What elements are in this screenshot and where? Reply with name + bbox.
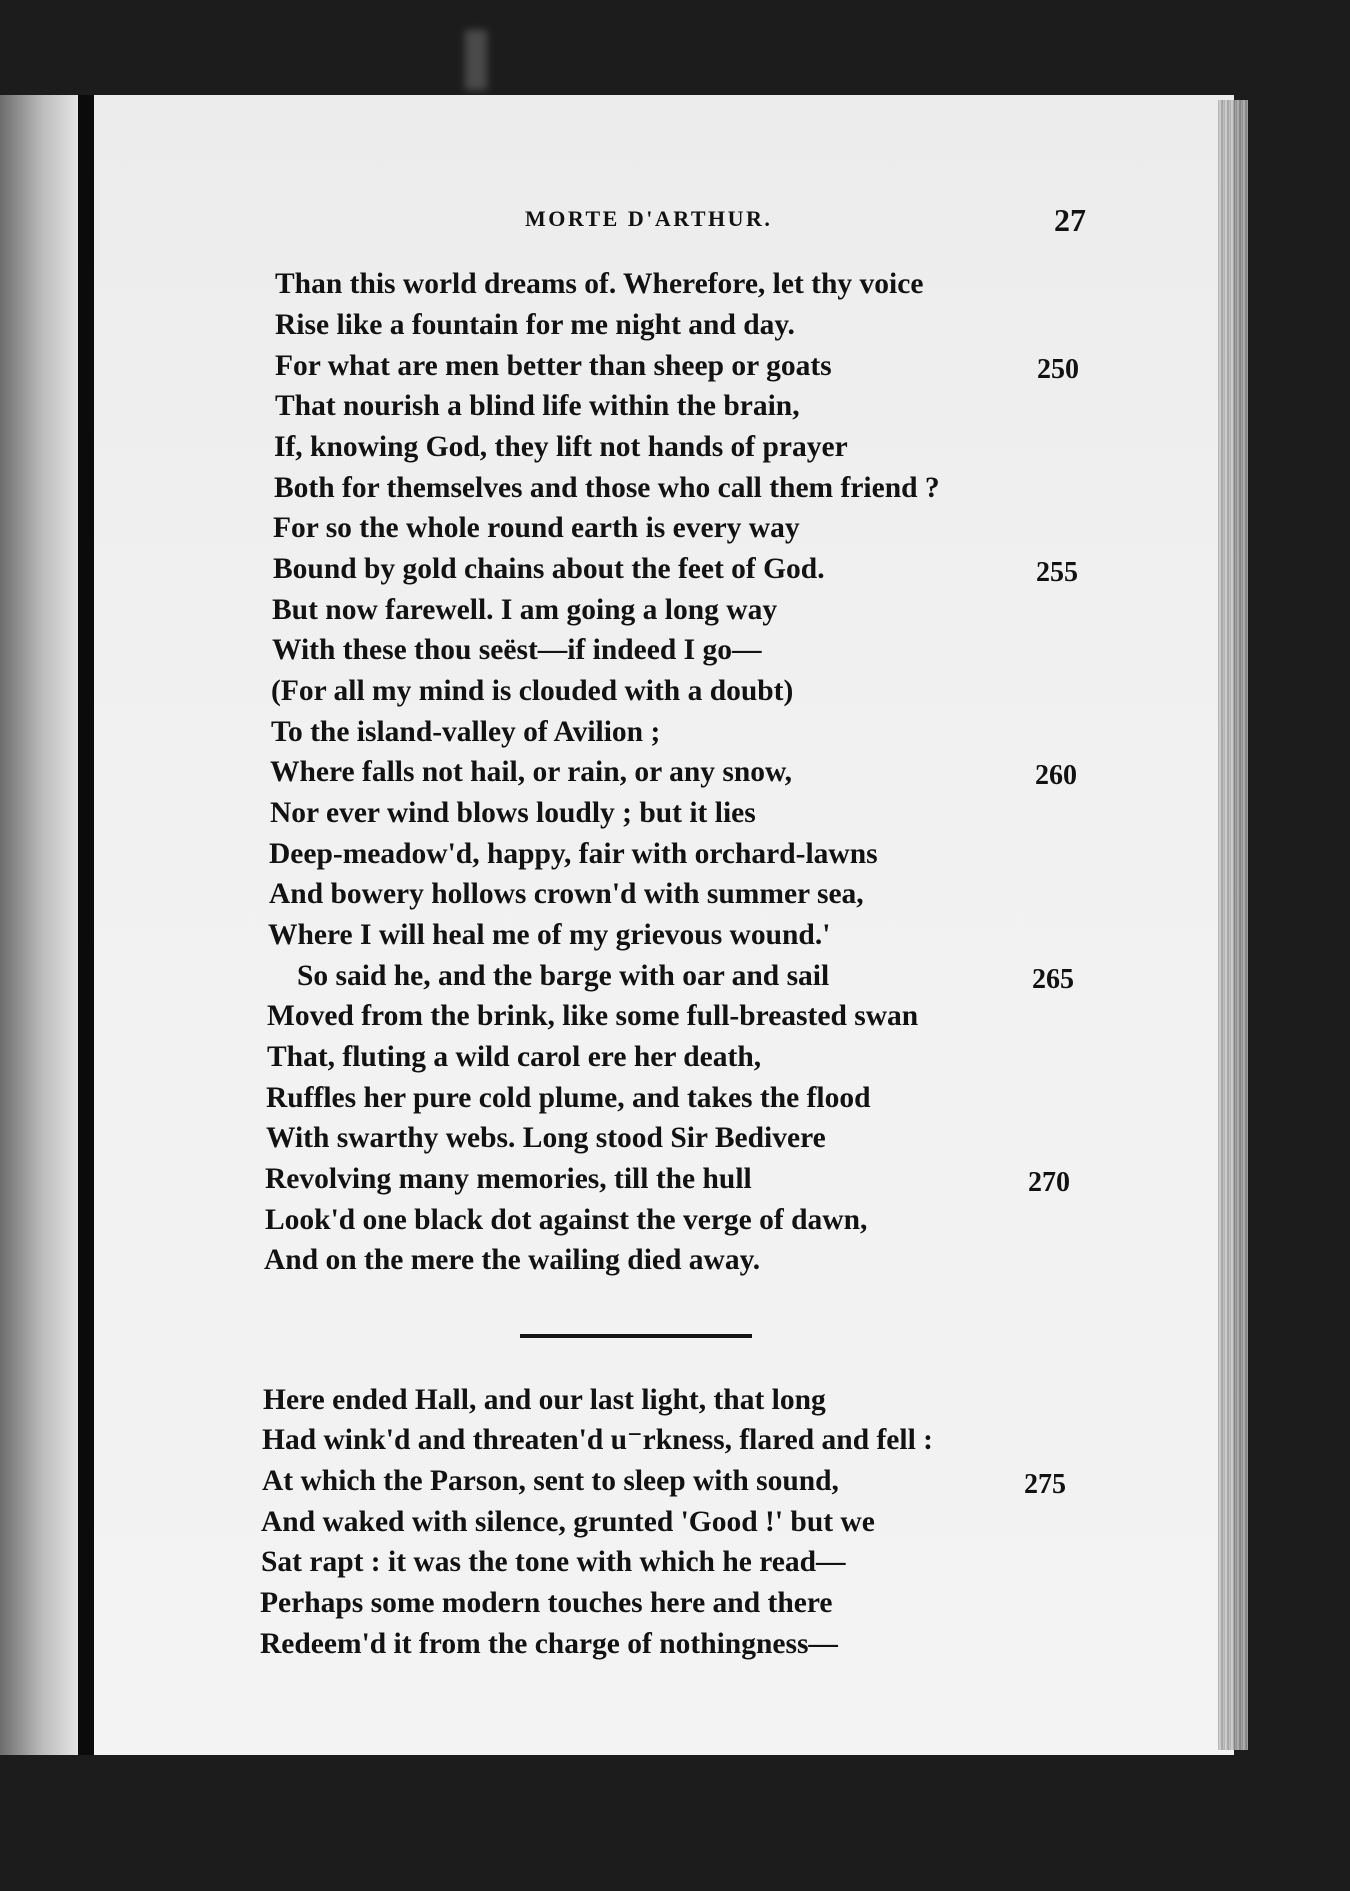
poem-line: (For all my mind is clouded with a doubt) — [271, 675, 794, 707]
facing-page-edge — [0, 95, 78, 1755]
poem-line: Revolving many memories, till the hull — [265, 1163, 752, 1195]
page-number: 27 — [1054, 202, 1086, 238]
line-number: 275 — [1024, 1469, 1066, 1500]
line-number: 260 — [1035, 760, 1077, 791]
line-number: 250 — [1037, 354, 1079, 385]
poem-line: With these thou seëst—if indeed I go— — [272, 634, 762, 666]
poem-line: If, knowing God, they lift not hands of prayer — [274, 431, 848, 463]
page-fore-edge — [1218, 100, 1248, 1750]
poem-line: For what are men better than sheep or goats — [275, 350, 832, 382]
running-head: MORTE D'ARTHUR. — [525, 206, 773, 231]
poem-line: But now farewell. I am going a long way — [272, 594, 778, 626]
epilogue-line: Redeem'd it from the charge of nothingness— — [260, 1628, 838, 1660]
poem-line: Nor ever wind blows loudly ; but it lies — [270, 797, 756, 829]
binding-shadow — [465, 30, 487, 90]
line-number: 265 — [1032, 964, 1074, 995]
poem-line: Moved from the brink, like some full-breasted swan — [267, 1000, 919, 1032]
poem-line: Bound by gold chains about the feet of God. — [273, 553, 825, 585]
poem-line: Where falls not hail, or rain, or any snow, — [270, 756, 793, 788]
poem-line: Than this world dreams of. Wherefore, let thy voice — [275, 268, 924, 300]
poem-line: That nourish a blind life within the brain, — [275, 390, 800, 422]
book-gutter — [78, 95, 94, 1755]
epilogue-line: Sat rapt : it was the tone with which he read— — [261, 1546, 846, 1578]
poem-line: Ruffles her pure cold plume, and takes the flood — [266, 1082, 871, 1114]
epilogue-line: Had wink'd and threaten'd u⁻rkness, flared and fell : — [262, 1424, 933, 1456]
poem-line: For so the whole round earth is every way — [273, 512, 800, 544]
line-number: 255 — [1036, 557, 1078, 588]
poem-line: Where I will heal me of my grievous wound.' — [268, 919, 831, 951]
poem-line: And bowery hollows crown'd with summer sea, — [269, 878, 864, 910]
poem-line: Deep-meadow'd, happy, fair with orchard-lawns — [269, 838, 878, 870]
poem-line: Both for themselves and those who call them friend ? — [274, 472, 940, 504]
poem-line: Rise like a fountain for me night and day. — [275, 309, 795, 341]
section-divider — [520, 1334, 752, 1338]
epilogue-line: Perhaps some modern touches here and there — [260, 1587, 833, 1619]
epilogue-line: And waked with silence, grunted 'Good !' but we — [261, 1506, 875, 1538]
poem-line: So said he, and the barge with oar and sail — [297, 960, 830, 992]
epilogue-line: Here ended Hall, and our last light, that long — [263, 1384, 826, 1416]
poem-line: And on the mere the wailing died away. — [264, 1244, 761, 1276]
epilogue-line: At which the Parson, sent to sleep with sound, — [262, 1465, 839, 1497]
poem-line: To the island-valley of Avilion ; — [271, 716, 661, 748]
line-number: 270 — [1028, 1167, 1070, 1198]
poem-line: With swarthy webs. Long stood Sir Bedivere — [266, 1122, 826, 1154]
poem-line: Look'd one black dot against the verge of dawn, — [265, 1204, 868, 1236]
poem-line: That, fluting a wild carol ere her death, — [267, 1041, 762, 1073]
